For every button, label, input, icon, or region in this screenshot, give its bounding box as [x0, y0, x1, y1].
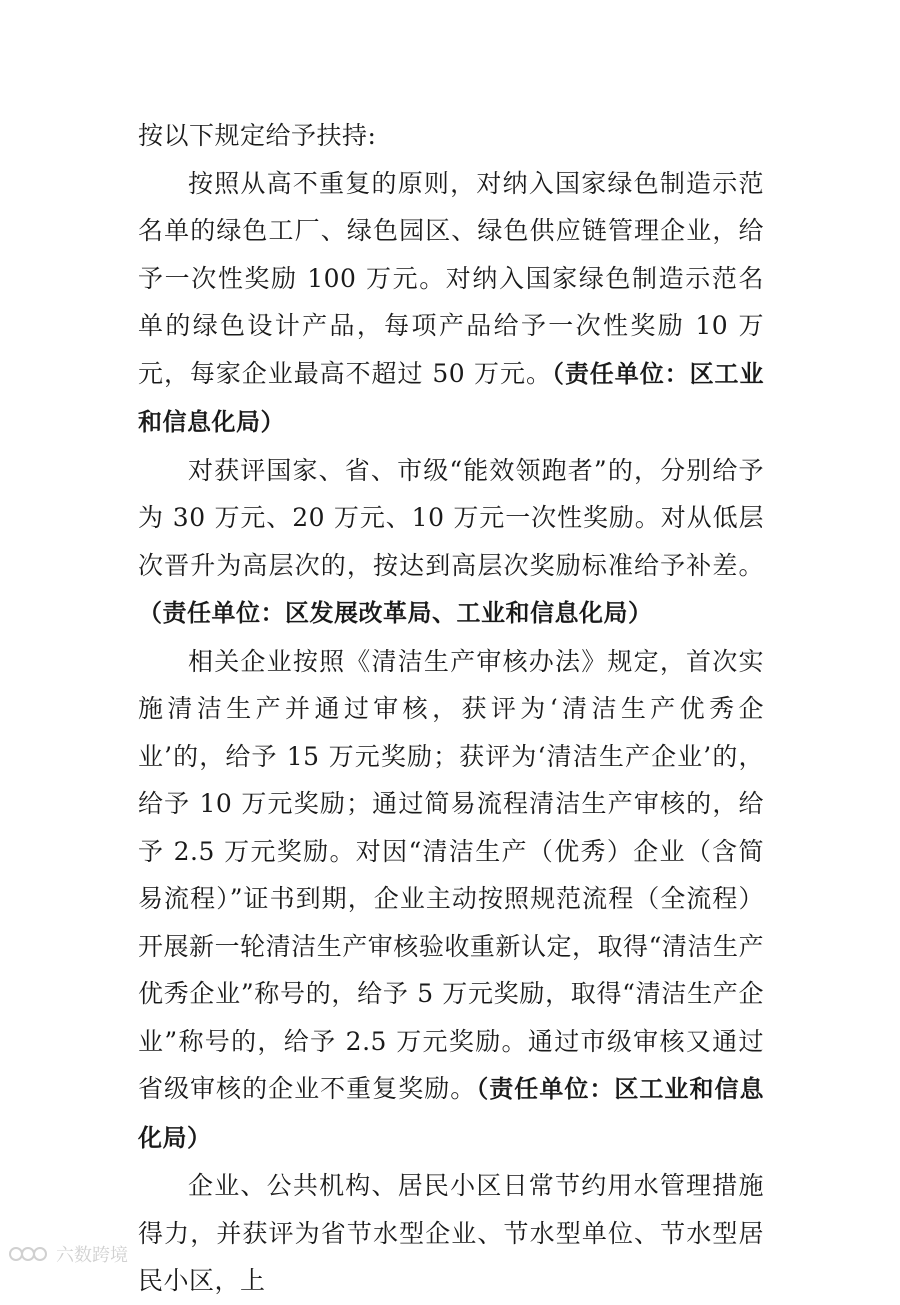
responsible-unit-3: （责任单位：区工业和信息化局） — [138, 1075, 764, 1152]
watermark — [8, 1240, 128, 1268]
paragraph-2-text: 按照从高不重复的原则，对纳入国家绿色制造示范名单的绿色工厂、绿色园区、绿色供应链管理企业，给予一次性奖励 100 万元。对纳入国家绿色制造示范名单的绿色设计产品，每项产品给予一次性奖励 10 万元，每家企业最高不超过 50 万元。 — [138, 168, 764, 388]
paragraph-1-text: 按以下规定给予扶持: — [138, 121, 377, 150]
paragraph-4 — [138, 638, 764, 1163]
responsible-unit-1: （责任单位：区工业和信息化局） — [138, 359, 764, 436]
paragraph-4-text: 相关企业按照《清洁生产审核办法》规定，首次实施清洁生产并通过审核，获评为‘清洁生产优秀企业’的，给予 15 万元奖励；获评为‘清洁生产企业’的，给予 10 万元奖励；通过简易流程清洁生产审核的，给予 2.5 万元奖励。对因“清洁生产（优秀）企业（含简易流程）”证书到期，企业主动按照规范流程（全流程）开展新一轮清洁生产审核验收重新认定，取得“清洁生产优秀企业”称号的，给予 5 万元奖励，取得“清洁生产企业”称号的，给予 2.5 万元奖励。通过市级审核又通过省级审核的企业不重复奖励。 — [138, 646, 764, 1103]
paragraph-3-text: 对获评国家、省、市级“能效领跑者”的，分别给予为 30 万元、20 万元、10 万元一次性奖励。对从低层次晋升为高层次的，按达到高层次奖励标准给予补差。 — [138, 455, 764, 580]
document-page — [138, 112, 764, 1305]
paragraph-3 — [138, 447, 764, 638]
watermark-text: 六数跨境 — [56, 1245, 128, 1266]
paragraph-5 — [138, 1162, 764, 1305]
paragraph-2 — [138, 160, 764, 447]
paragraph-1 — [138, 112, 764, 160]
watermark-logo-icon — [8, 1242, 48, 1266]
responsible-unit-2: （责任单位：区发展改革局、工业和信息化局） — [138, 599, 653, 627]
paragraph-5-text: 企业、公共机构、居民小区日常节约用水管理措施得力，并获评为省节水型企业、节水型单位、节水型居民小区，上 — [138, 1171, 764, 1295]
